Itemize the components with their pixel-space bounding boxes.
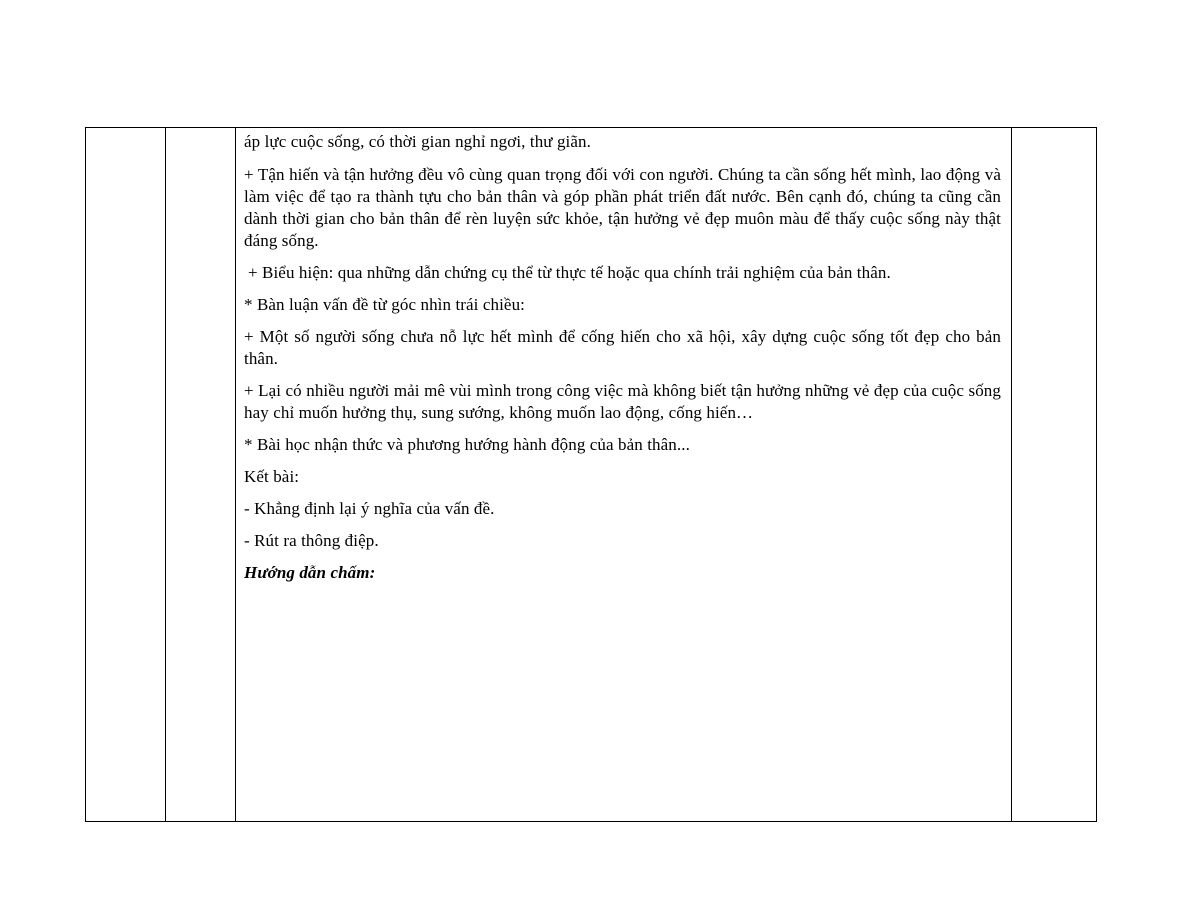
grading-table (85, 127, 1097, 822)
paragraph-conclusion-heading: Kết bài: (244, 467, 300, 486)
paragraph-message: - Rút ra thông điệp. (244, 531, 379, 550)
paragraph-some-people: + Một số người sống chưa nỗ lực hết mình để cống hiến cho xã hội, xây dựng cuộc sống tốt đẹp cho bản thân. (244, 327, 1001, 368)
paragraph-lesson: * Bài học nhận thức và phương hướng hành động của bản thân... (244, 435, 690, 454)
grading-guide-heading: Hướng dẫn chấm: (244, 563, 376, 582)
score-cell (1012, 128, 1097, 822)
paragraph-dedication: + Tận hiến và tận hưởng đều vô cùng quan trọng đối với con người. Chúng ta cần sống hết mình, lao động và làm việc để tạo ra thành tựu cho bản thân và góp phần phát triển đất nước. Bên cạnh đó, chúng ta cũng cần dành thời gian cho bản thân để rèn luyện sức khỏe, tận hưởng vẻ đẹp muôn màu để thấy cuộc sống này thật đáng sống. (244, 165, 1001, 250)
answer-content (236, 128, 1011, 584)
paragraph-pressure: áp lực cuộc sống, có thời gian nghỉ ngơi, thư giãn. (244, 132, 591, 151)
paragraph-counter-view: * Bàn luận vấn đề từ góc nhìn trái chiều: (244, 295, 525, 314)
paragraph-manifestation: + Biểu hiện: qua những dẫn chứng cụ thể từ thực tế hoặc qua chính trải nghiệm của bản thân. (248, 263, 891, 282)
section-cell (166, 128, 236, 822)
table-row (86, 128, 1097, 822)
content-cell (236, 128, 1012, 822)
paragraph-affirm: - Khẳng định lại ý nghĩa của vấn đề. (244, 499, 495, 518)
paragraph-others: + Lại có nhiều người mải mê vùi mình trong công việc mà không biết tận hưởng những vẻ đẹp của cuộc sống hay chỉ muốn hưởng thụ, sung sướng, không muốn lao động, cống hiến… (244, 381, 1001, 422)
question-number-cell (86, 128, 166, 822)
